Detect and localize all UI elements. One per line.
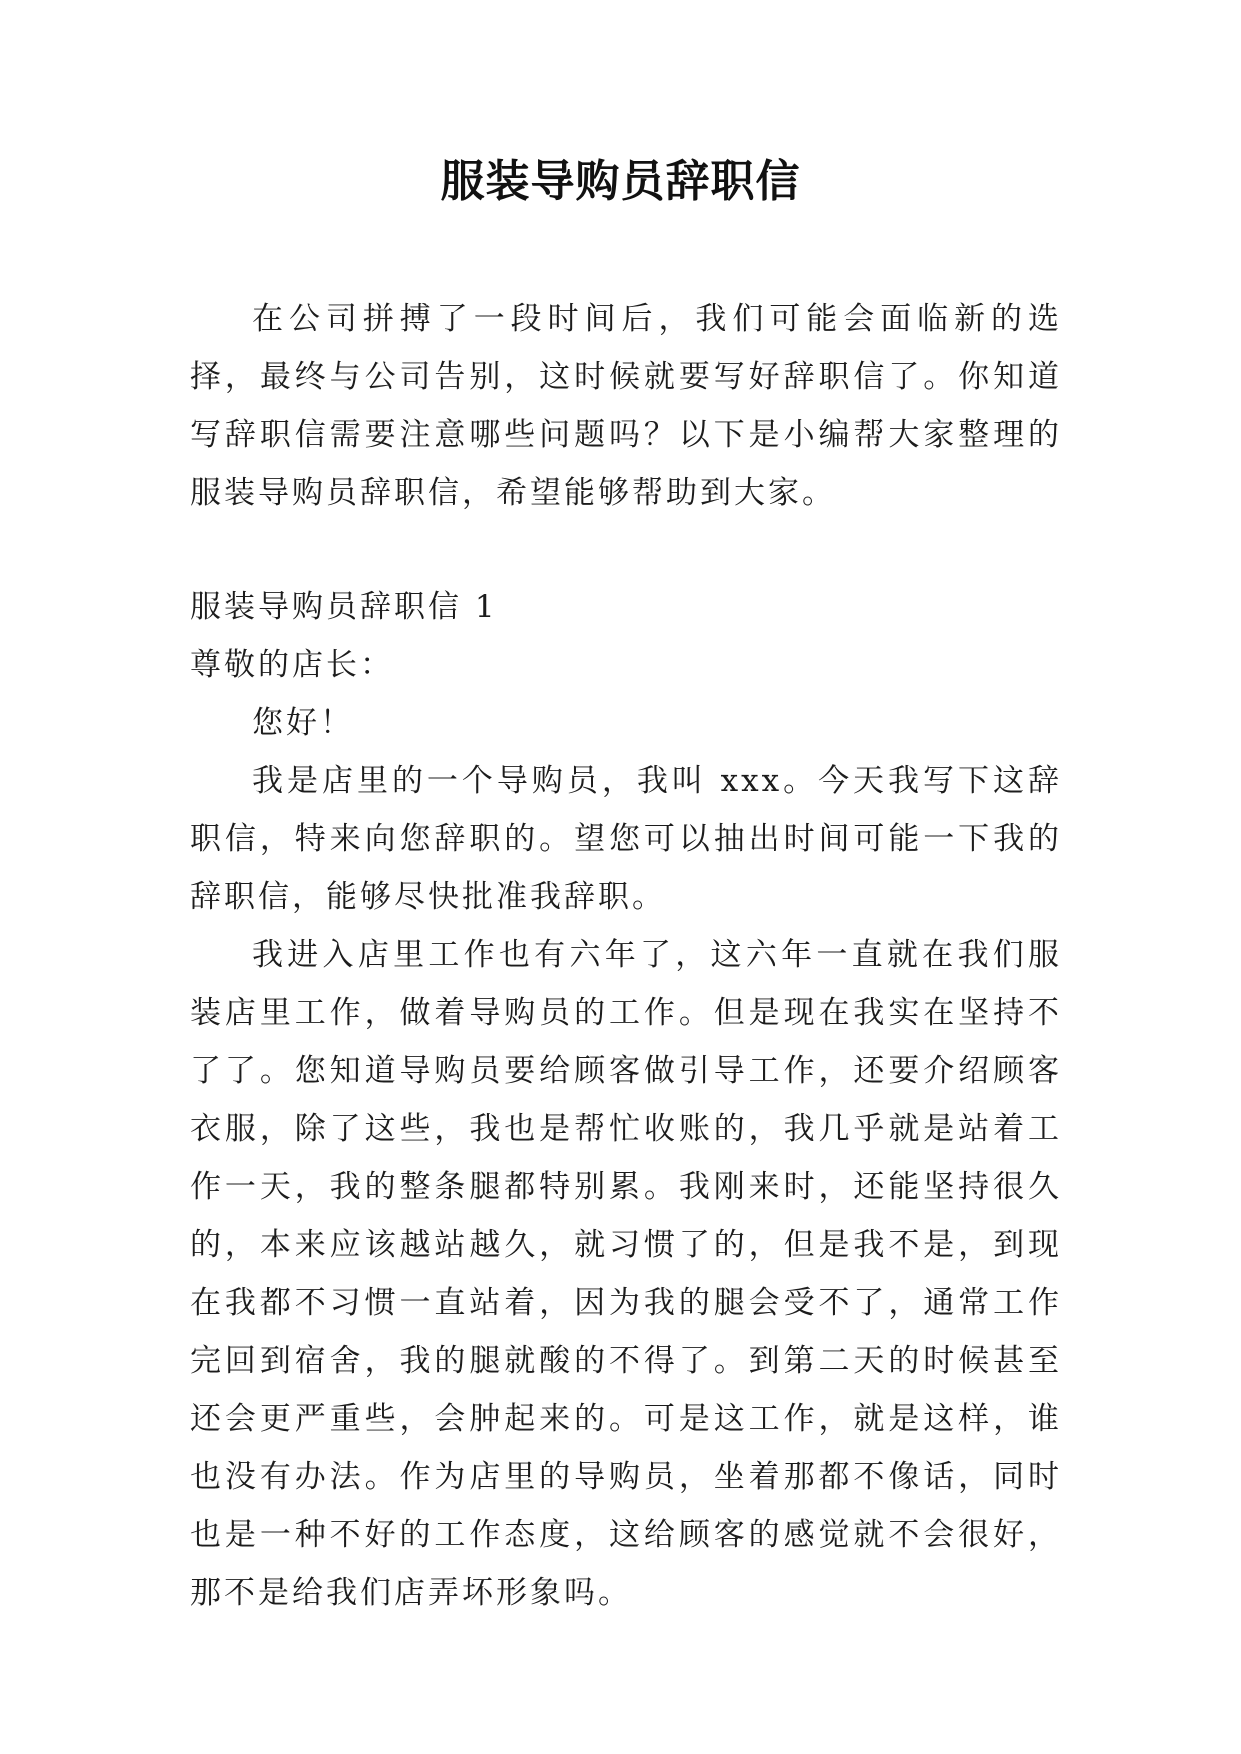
section-heading: 服装导购员辞职信 1 [190,589,498,625]
document-title: 服装导购员辞职信 [440,156,801,207]
greeting: 您好！ [252,705,354,741]
intro-paragraph: 在公司拼搏了一段时间后，我们可能会面临新的选择，最终与公司告别，这时候就要写好辞职信了。你知道写辞职信需要注意哪些问题吗？以下是小编帮大家整理的服装导购员辞职信，希望能够帮助到大家。 [190,301,1062,511]
body-paragraph: 我进入店里工作也有六年了，这六年一直就在我们服装店里工作，做着导购员的工作。但是现在我实在坚持不了了。您知道导购员要给顾客做引导工作，还要介绍顾客衣服，除了这些，我也是帮忙收账的，我几乎就是站着工作一天，我的整条腿都特别累。我刚来时，还能坚持很久的，本来应该越站越久，就习惯了的，但是我不是，到现在我都不习惯一直站着，因为我的腿会受不了，通常工作完回到宿舍，我的腿就酸的不得了。到第二天的时候甚至还会更严重些，会肿起来的。可是这工作，就是这样，谁也没有办法。作为店里的导购员，坐着那都不像话，同时也是一种不好的工作态度，这给顾客的感觉就不会很好，那不是给我们店弄坏形象吗。 [190,937,1062,1611]
document-body [190,290,1062,1622]
body-paragraph: 我是店里的一个导购员，我叫 xxx。今天我写下这辞职信，特来向您辞职的。望您可以抽出时间可能一下我的辞职信，能够尽快批准我辞职。 [190,763,1062,915]
salutation: 尊敬的店长： [190,647,394,683]
